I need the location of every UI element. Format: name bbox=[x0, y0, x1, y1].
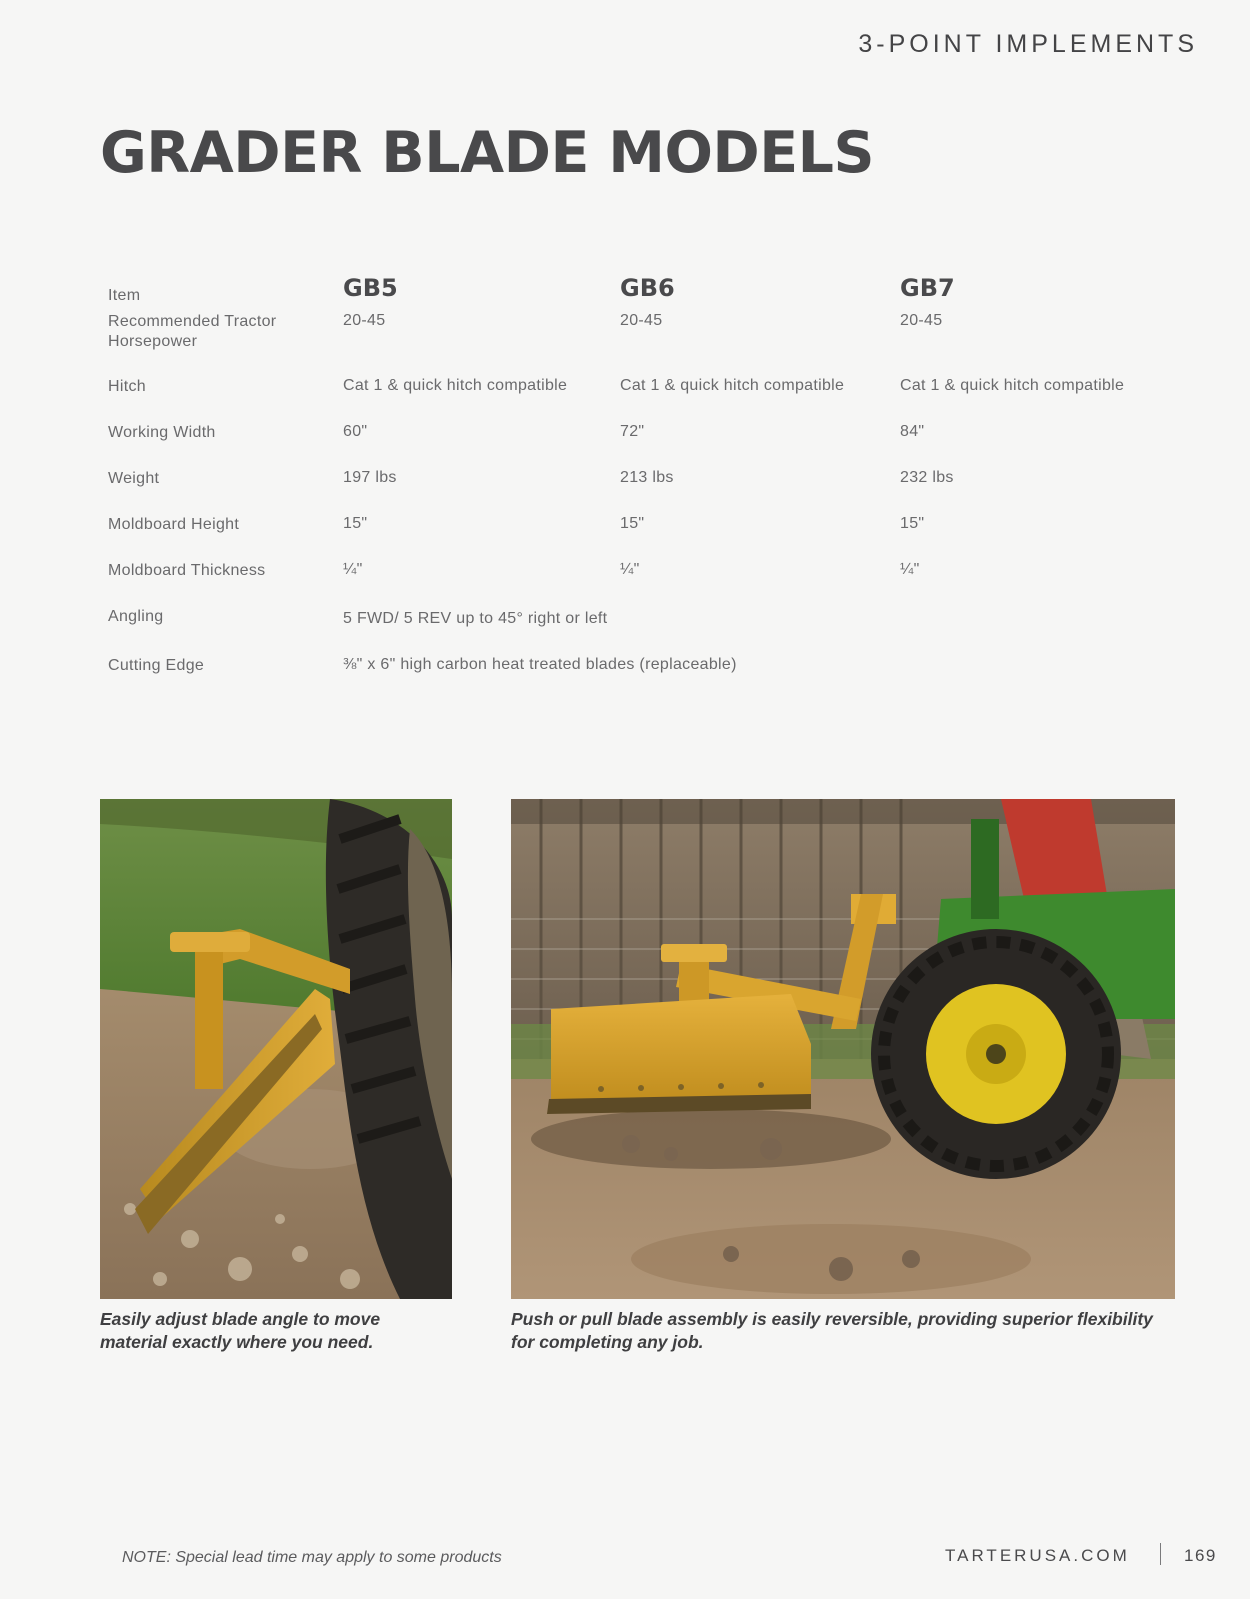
cell-gb5: ¼" bbox=[343, 561, 363, 578]
cell-gb6: ¼" bbox=[620, 561, 640, 578]
website-url: TARTERUSA.COM bbox=[945, 1546, 1130, 1565]
page-title: GRADER BLADE MODELS bbox=[100, 120, 875, 186]
blade-angle-photo bbox=[100, 799, 452, 1299]
row-label: Hitch bbox=[108, 378, 146, 395]
cell-all-models: 5 FWD/ 5 REV up to 45° right or left bbox=[343, 610, 608, 627]
cell-gb5: Cat 1 & quick hitch compatible bbox=[343, 377, 568, 394]
cell-gb6: 20-45 bbox=[620, 312, 663, 329]
row-label: Weight bbox=[108, 470, 160, 487]
cell-all-models: ⅜" x 6" high carbon heat treated blades (replaceable) bbox=[343, 656, 737, 673]
tractor-grader-photo bbox=[511, 799, 1175, 1299]
blade-angle-caption: Easily adjust blade angle to move material exactly where you need. bbox=[100, 1309, 381, 1352]
cell-gb7: 84" bbox=[900, 423, 925, 440]
cell-gb5: 20-45 bbox=[343, 312, 386, 329]
page-number: 169 bbox=[1184, 1546, 1217, 1565]
row-label: Angling bbox=[108, 608, 164, 625]
cell-gb6: 213 lbs bbox=[620, 469, 674, 486]
cell-gb5: 15" bbox=[343, 515, 368, 532]
lead-time-note: NOTE: Special lead time may apply to some products bbox=[122, 1549, 502, 1566]
cell-gb7: ¼" bbox=[900, 561, 920, 578]
cell-gb6: 72" bbox=[620, 423, 645, 440]
cell-gb5: 197 lbs bbox=[343, 469, 397, 486]
cell-gb6: Cat 1 & quick hitch compatible bbox=[620, 377, 845, 394]
model-header-gb5: GB5 bbox=[343, 274, 398, 302]
section-label: 3-POINT IMPLEMENTS bbox=[858, 30, 1198, 58]
cell-gb7: 232 lbs bbox=[900, 469, 954, 486]
item-column-header: Item bbox=[108, 287, 141, 304]
model-header-gb6: GB6 bbox=[620, 274, 675, 302]
row-label: Moldboard Thickness bbox=[108, 562, 266, 579]
row-label: Working Width bbox=[108, 424, 216, 441]
footer-divider bbox=[1160, 1543, 1161, 1565]
cell-gb6: 15" bbox=[620, 515, 645, 532]
reversible-blade-caption: Push or pull blade assembly is easily reversible, providing superior flexibility for completing any job. bbox=[511, 1309, 1153, 1352]
cell-gb7: 15" bbox=[900, 515, 925, 532]
row-label: Cutting Edge bbox=[108, 657, 205, 674]
model-header-gb7: GB7 bbox=[900, 274, 955, 302]
cell-gb7: Cat 1 & quick hitch compatible bbox=[900, 377, 1125, 394]
row-label: Moldboard Height bbox=[108, 516, 240, 533]
cell-gb7: 20-45 bbox=[900, 312, 943, 329]
row-label: Recommended Tractor Horsepower bbox=[108, 313, 277, 350]
cell-gb5: 60" bbox=[343, 423, 368, 440]
